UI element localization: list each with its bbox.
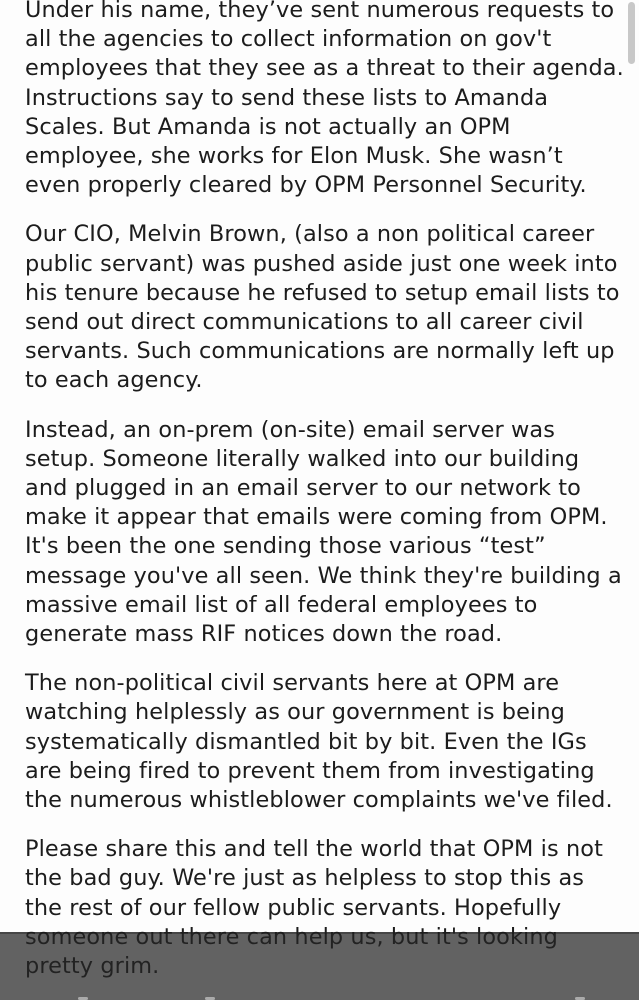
post-text-line: employee, she works for Elon Musk. She wasn’t [25,143,563,170]
post-text-line: Instead, an on-prem (on-site) email server was [25,416,555,443]
post-paragraph [25,0,625,200]
post-text-line: It's been the one sending those various “test” [25,533,546,560]
post-text-line: the bad guy. We're just as helpless to stop this as [25,865,585,892]
post-text-line: Scales. But Amanda is not actually an OPM [25,113,511,140]
post-text-line: his tenure because he refused to setup email lists to [25,279,620,306]
post-text-line: Please share this and tell the world that OPM is not [25,836,603,863]
post-body [25,0,625,1000]
overlay-icon-row [0,994,639,1000]
post-text-line: Our CIO, Melvin Brown, (also a non political career [25,221,595,248]
post-text-line: systematically dismantled bit by bit. Even the IGs [25,728,587,755]
post-text-line: the numerous whistleblower complaints we've filed. [25,787,613,814]
post-text-line: servants. Such communications are normally left up [25,338,615,365]
bottom-toolbar-overlay [0,932,639,1000]
post-text-line: are being fired to prevent them from investigating [25,757,595,784]
post-text-line: message you've all seen. We think they're building a [25,562,622,589]
overlay-edge [0,932,639,934]
post-text-line: to each agency. [25,367,203,394]
post-paragraph [25,416,625,650]
post-text-line: all the agencies to collect information on gov't [25,26,552,53]
post-text-line: employees that they see as a threat to their agenda. [25,55,624,82]
post-text-line: even properly cleared by OPM Personnel Security. [25,172,587,199]
post-text-line: the rest of our fellow public servants. Hopefully [25,894,562,921]
post-text-line: public servant) was pushed aside just one week into [25,250,618,277]
post-text-line: massive email list of all federal employees to [25,591,538,618]
post-text-line: Instructions say to send these lists to Amanda [25,84,549,111]
post-text-line: make it appear that emails were coming from OPM. [25,504,608,531]
post-text-line: setup. Someone literally walked into our building [25,445,580,472]
post-text-line: generate mass RIF notices down the road. [25,621,503,648]
post-text-line: Under his name, they’ve sent numerous requests to [25,0,615,23]
post-text-line: The non-political civil servants here at OPM are [25,670,560,697]
post-text-line: send out direct communications to all career civil [25,309,584,336]
scrollbar-thumb[interactable] [628,2,635,64]
post-paragraph [25,220,625,395]
post-paragraph [25,669,625,815]
post-text-line: and plugged in an email server to our network to [25,475,581,502]
post-text-line: watching helplessly as our government is being [25,699,565,726]
